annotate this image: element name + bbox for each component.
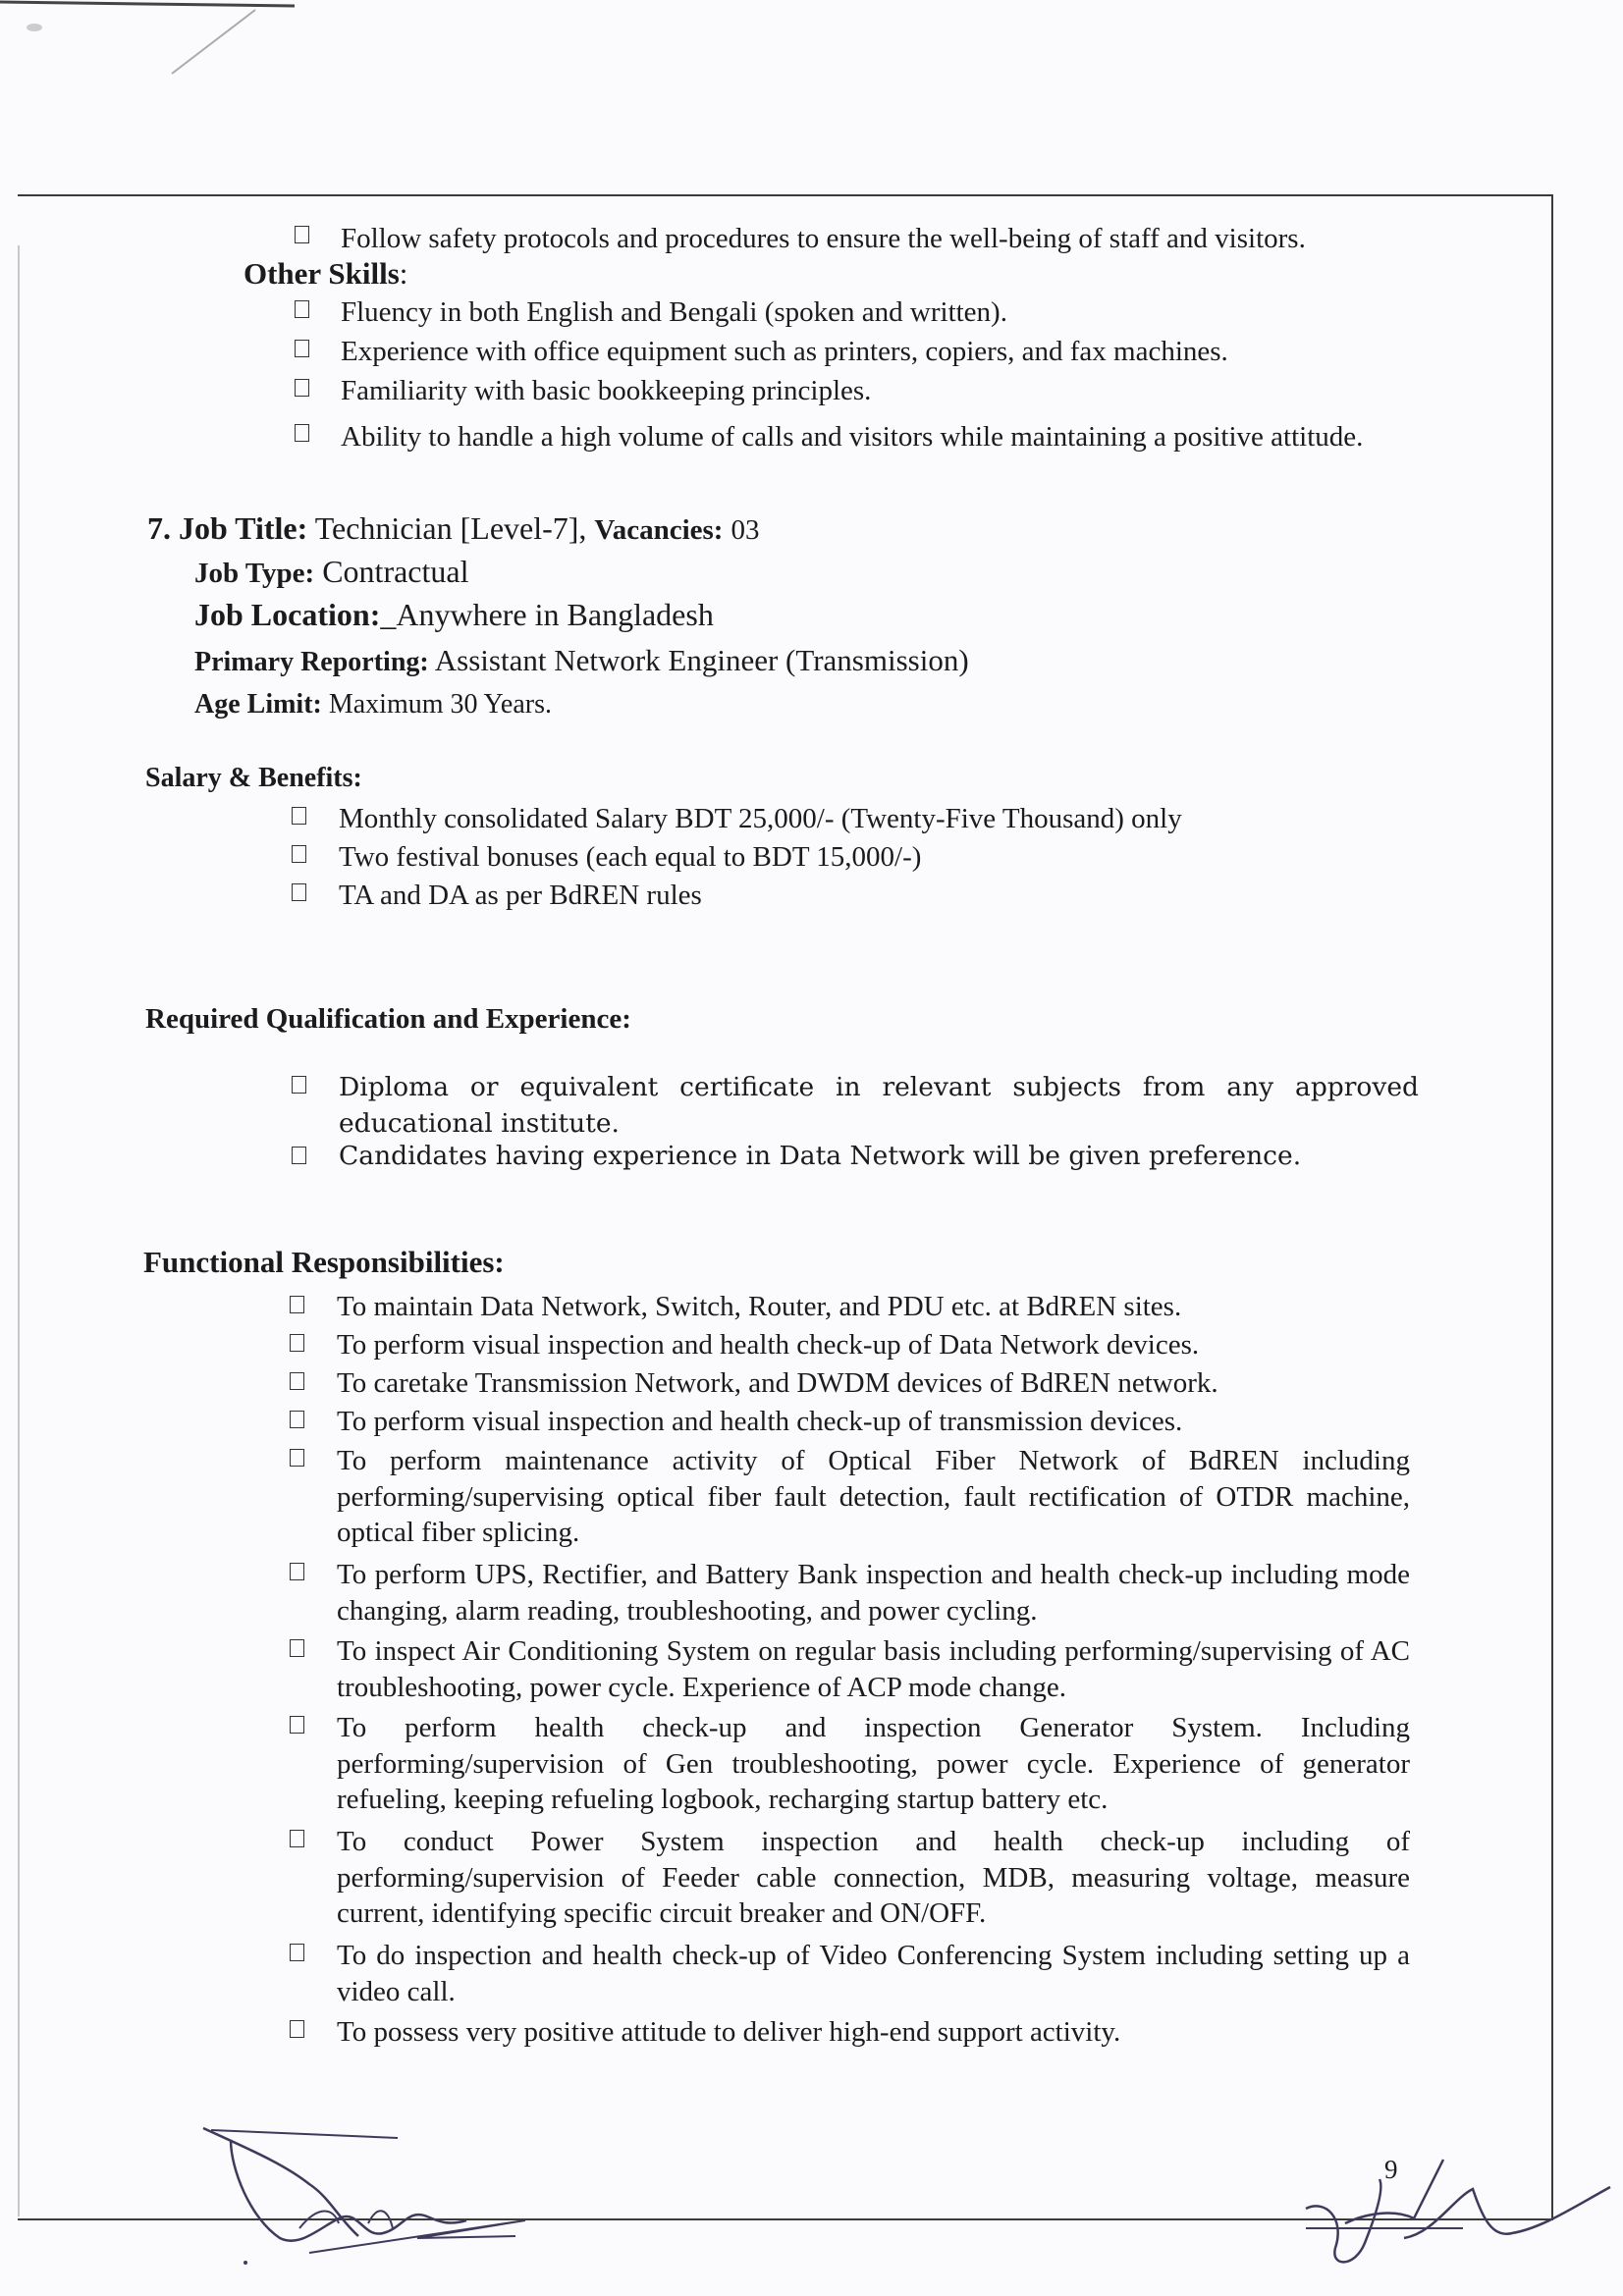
- checkbox-bullet-icon: [292, 807, 306, 825]
- responsibility-item: To inspect Air Conditioning System on regular basis including performing/supervising of AC troubleshooting, power cycle. Experience of ACP mode change.: [337, 1635, 1410, 1703]
- responsibilities-heading: Functional Responsibilities:: [143, 1245, 505, 1279]
- checkbox-bullet-icon: [295, 300, 309, 318]
- signature-right: [1286, 2140, 1620, 2287]
- job-title-label: Job Title:: [179, 510, 308, 546]
- checkbox-bullet-icon: [290, 1411, 304, 1428]
- vacancies-label: Vacancies:: [594, 514, 724, 546]
- other-skill-item: Familiarity with basic bookkeeping principles.: [341, 375, 872, 406]
- checkbox-bullet-icon: [295, 424, 309, 442]
- checkbox-bullet-icon: [290, 2020, 304, 2038]
- signature-left: [191, 2110, 584, 2277]
- age-limit-label: Age Limit:: [194, 689, 322, 720]
- checkbox-bullet-icon: [290, 1563, 304, 1580]
- page-border-left: [18, 245, 20, 2216]
- job-type-label: Job Type:: [194, 558, 315, 589]
- checkbox-bullet-icon: [290, 1639, 304, 1657]
- responsibility-item: To caretake Transmission Network, and DWDM devices of BdREN network.: [337, 1367, 1218, 1399]
- page-number: 9: [1384, 2155, 1398, 2184]
- job-number: 7.: [147, 510, 171, 546]
- checkbox-bullet-icon: [295, 379, 309, 397]
- checkbox-bullet-icon: [290, 1449, 304, 1467]
- job-location-label: Job Location:: [194, 597, 381, 632]
- checkbox-bullet-icon: [290, 1944, 304, 1961]
- checkbox-bullet-icon: [290, 1716, 304, 1734]
- qualification-item: Diploma or equivalent certificate in relevant subjects from any approved educational institute.: [339, 1072, 1419, 1139]
- job-location-line: [194, 597, 714, 632]
- job-type-value: Contractual: [322, 554, 469, 589]
- primary-reporting-line: [194, 643, 969, 680]
- checkbox-bullet-icon: [290, 1296, 304, 1313]
- checkbox-bullet-icon: [295, 226, 309, 243]
- primary-reporting-label: Primary Reporting:: [194, 647, 429, 677]
- scan-fold-mark: [0, 0, 295, 118]
- other-skill-item: Ability to handle a high volume of calls and visitors while maintaining a positive attitude.: [341, 421, 1364, 453]
- job-title-value: Technician [Level-7],: [314, 510, 587, 546]
- checkbox-bullet-icon: [292, 1076, 306, 1094]
- qualification-item: Candidates having experience in Data Network will be given preference.: [339, 1141, 1302, 1171]
- checkbox-bullet-icon: [292, 845, 306, 863]
- checkbox-bullet-icon: [290, 1334, 304, 1352]
- checkbox-bullet-icon: [290, 1830, 304, 1847]
- responsibility-item: To perform UPS, Rectifier, and Battery Bank inspection and health check-up including mode changing, alarm reading, troubleshooting, and power cycling.: [337, 1559, 1410, 1627]
- age-limit-line: [194, 687, 552, 722]
- responsibility-item: To perform health check-up and inspection Generator System. Including performing/supervision of Gen troubleshooting, power cycle. Experience of generator refueling, keeping refueling logbook, recharging startup battery etc.: [337, 1712, 1410, 1815]
- safety-bullet-text: Follow safety protocols and procedures to ensure the well-being of staff and visitors.: [341, 223, 1306, 254]
- responsibility-item: To do inspection and health check-up of Video Conferencing System including setting up a video call.: [337, 1940, 1410, 2007]
- salary-item: Monthly consolidated Salary BDT 25,000/- (Twenty-Five Thousand) only: [339, 803, 1182, 834]
- other-skill-item: Experience with office equipment such as printers, copiers, and fax machines.: [341, 336, 1228, 367]
- age-limit-value: Maximum 30 Years.: [328, 689, 552, 720]
- checkbox-bullet-icon: [292, 1147, 306, 1164]
- responsibility-item: To perform visual inspection and health check-up of transmission devices.: [337, 1406, 1183, 1437]
- job-title-line: [147, 508, 759, 550]
- other-skills-heading: Other Skills:: [243, 256, 408, 291]
- primary-reporting-value: Assistant Network Engineer (Transmission): [434, 643, 969, 677]
- vacancies-value: 03: [730, 514, 760, 546]
- checkbox-bullet-icon: [292, 883, 306, 901]
- responsibility-item: To conduct Power System inspection and health check-up including of performing/supervision of Feeder cable connection, MDB, measuring voltage, measure current, identifying specific circuit breaker and ON/OFF.: [337, 1826, 1410, 1929]
- responsibility-item: To perform visual inspection and health check-up of Data Network devices.: [337, 1329, 1200, 1361]
- job-location-value: _Anywhere in Bangladesh: [380, 597, 714, 632]
- checkbox-bullet-icon: [290, 1372, 304, 1390]
- salary-item: TA and DA as per BdREN rules: [339, 880, 702, 911]
- salary-heading: Salary & Benefits:: [145, 763, 362, 793]
- checkbox-bullet-icon: [295, 340, 309, 357]
- salary-item: Two festival bonuses (each equal to BDT 15,000/-): [339, 841, 922, 873]
- other-skill-item: Fluency in both English and Bengali (spoken and written).: [341, 296, 1007, 328]
- job-type-line: [194, 554, 468, 591]
- responsibility-item: To possess very positive attitude to deliver high-end support activity.: [337, 2016, 1121, 2048]
- qualification-heading: Required Qualification and Experience:: [145, 1003, 631, 1035]
- responsibility-item: To perform maintenance activity of Optical Fiber Network of BdREN including performing/supervising optical fiber fault detection, fault rectification of OTDR machine, optical fiber splicing.: [337, 1445, 1410, 1548]
- responsibility-item: To maintain Data Network, Switch, Router, and PDU etc. at BdREN sites.: [337, 1291, 1182, 1322]
